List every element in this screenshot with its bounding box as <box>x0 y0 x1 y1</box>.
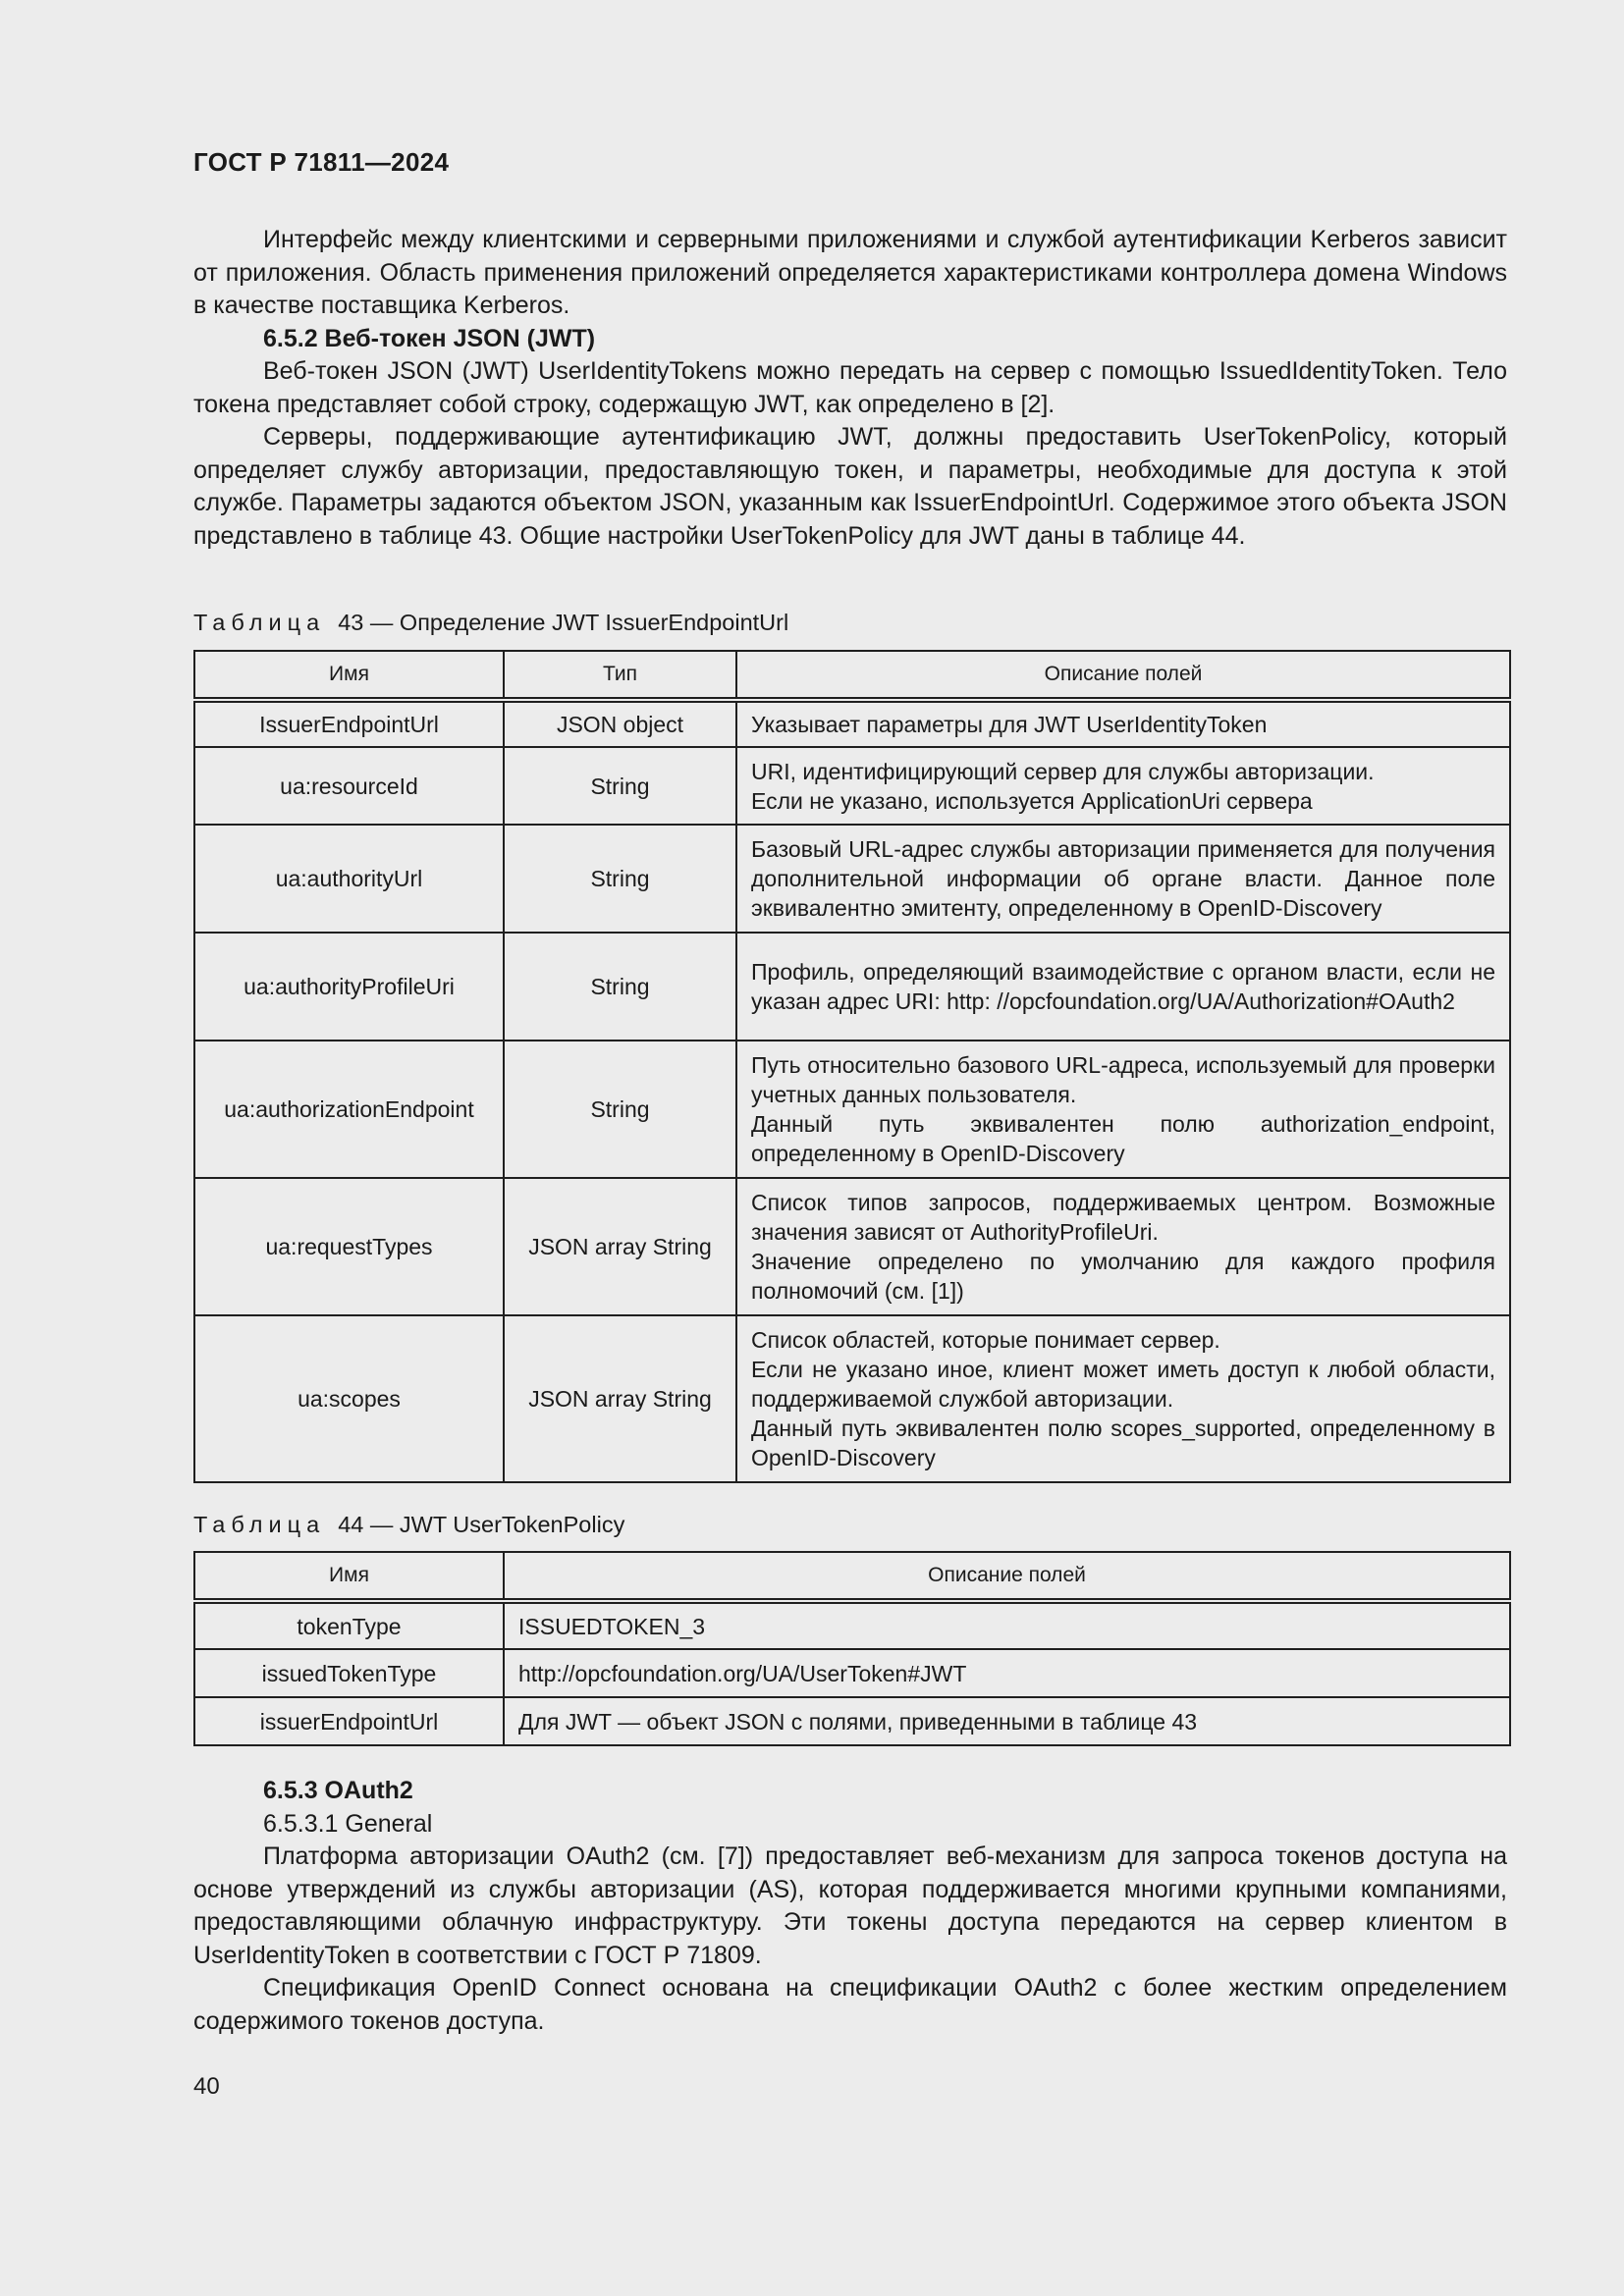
table-row <box>194 1697 1510 1745</box>
desc-line: Список типов запросов, поддерживаемых центром. Возможные значения зависят от AuthorityProfileUri. <box>751 1190 1495 1245</box>
table43-cell-name: IssuerEndpointUrl <box>194 700 504 747</box>
table43-cell-name: ua:scopes <box>194 1315 504 1482</box>
table-row <box>194 825 1510 933</box>
table-row <box>194 747 1510 825</box>
table-row <box>194 1315 1510 1482</box>
desc-line: Если не указано, используется ApplicationUri сервера <box>751 787 1313 814</box>
table44-cell-name: issuedTokenType <box>194 1649 504 1697</box>
table43-cell-desc <box>736 1041 1510 1178</box>
table43-cell-type: String <box>504 1041 736 1178</box>
table43-cell-type: JSON array String <box>504 1178 736 1315</box>
table43-cell-type: String <box>504 933 736 1041</box>
table44-caption-text: 44 — JWT UserTokenPolicy <box>338 1512 625 1537</box>
table43-cell-type: JSON array String <box>504 1315 736 1482</box>
table43-cell-desc <box>736 933 1510 1041</box>
desc-line: Если не указано иное, клиент может иметь доступ к любой области, поддерживаемой службой авторизации. <box>751 1357 1495 1412</box>
standard-header: ГОСТ Р 71811—2024 <box>193 147 450 177</box>
table43-header-row <box>194 651 1510 700</box>
table43-cell-name: ua:authorityUrl <box>194 825 504 933</box>
table-43 <box>193 650 1511 1483</box>
intro-paragraph-servers: Серверы, поддерживающие аутентификацию JWT, должны предоставить UserTokenPolicy, который определяет службу авторизации, предоставляющую токен, и параметры, необходимые для доступа к этой службе. Параметры задаются объектом JSON, указанным как IssuerEndpointUrl. Содержимое этого объекта JSON представлено в таблице 43. Общие настройки UserTokenPolicy для JWT даны в таблице 44. <box>193 423 1507 550</box>
table43-cell-desc <box>736 747 1510 825</box>
table43-cell-name: ua:requestTypes <box>194 1178 504 1315</box>
table43-header-type: Тип <box>504 651 736 700</box>
table-row <box>194 1178 1510 1315</box>
desc-line: Данный путь эквивалентен полю authorization_endpoint, определенному в OpenID-Discovery <box>751 1111 1495 1166</box>
table44-header-row <box>194 1552 1510 1601</box>
intro-paragraph-jwt: Веб-токен JSON (JWT) UserIdentityTokens можно передать на сервер с помощью IssuedIdentityToken. Тело токена представляет собой строку, содержащую JWT, как определено в [2]. <box>193 357 1507 418</box>
desc-line: Путь относительно базового URL-адреса, используемый для проверки учетных данных пользователя. <box>751 1052 1495 1107</box>
desc-line: Профиль, определяющий взаимодействие с органом власти, если не указан адрес URI: http: //opcfoundation.org/UA/Authorization#OAuth2 <box>751 959 1495 1014</box>
table44-cell-desc: http://opcfoundation.org/UA/UserToken#JWT <box>504 1649 1510 1697</box>
table-44 <box>193 1551 1511 1746</box>
desc-line: Базовый URL-адрес службы авторизации применяется для получения дополнительной информации об органе власти. Данное поле эквивалентно эмитенту, определенному в OpenID-Discovery <box>751 836 1495 921</box>
table44-header-desc: Описание полей <box>504 1552 1510 1601</box>
table-row <box>194 933 1510 1041</box>
section-heading-6-5-2: 6.5.2 Веб-токен JSON (JWT) <box>263 324 596 352</box>
table43-header-name: Имя <box>194 651 504 700</box>
table43-cell-name: ua:resourceId <box>194 747 504 825</box>
table43-caption <box>193 608 788 637</box>
table44-cell-desc: ISSUEDTOKEN_3 <box>504 1601 1510 1649</box>
table-row <box>194 1649 1510 1697</box>
table43-caption-word: Таблица <box>193 610 326 635</box>
table43-caption-text: 43 — Определение JWT IssuerEndpointUrl <box>338 610 789 635</box>
section-heading-6-5-3-1: 6.5.3.1 General <box>263 1809 433 1838</box>
oauth-paragraph-platform: Платформа авторизации OAuth2 (см. [7]) предоставляет веб-механизм для запроса токенов доступа на основе утверждений из службы авторизации (AS), которая поддерживается многими крупными компаниями, предоставляющими облачную инфраструктуру. Эти токены доступа передаются на сервер клиентом в UserIdentityToken в соответствии с ГОСТ Р 71809. <box>193 1842 1507 1969</box>
section-heading-6-5-3: 6.5.3 OAuth2 <box>263 1777 413 1804</box>
table43-cell-name: ua:authorityProfileUri <box>194 933 504 1041</box>
table43-cell-type: String <box>504 825 736 933</box>
table-row <box>194 1601 1510 1649</box>
table43-cell-type: String <box>504 747 736 825</box>
intro-section <box>193 224 1507 553</box>
desc-line: Список областей, которые понимает сервер. <box>751 1327 1220 1353</box>
table43-cell-desc <box>736 1178 1510 1315</box>
desc-line: URI, идентифицирующий сервер для службы авторизации. <box>751 758 1375 784</box>
table44-caption-word: Таблица <box>193 1512 326 1537</box>
desc-line: Данный путь эквивалентен полю scopes_supported, определенному в OpenID-Discovery <box>751 1415 1495 1470</box>
table44-caption <box>193 1510 624 1539</box>
table-row <box>194 700 1510 747</box>
intro-paragraph-kerberos: Интерфейс между клиентскими и серверными приложениями и службой аутентификации Kerberos зависит от приложения. Область применения приложений определяется характеристиками контроллера домена Windows в качестве поставщика Kerberos. <box>193 226 1507 319</box>
table-row <box>194 1041 1510 1178</box>
oauth-section <box>193 1775 1507 2038</box>
table43-cell-desc <box>736 700 1510 747</box>
table44-header-name: Имя <box>194 1552 504 1601</box>
oauth-paragraph-openid: Спецификация OpenID Connect основана на спецификации OAuth2 с более жестким определением содержимого токенов доступа. <box>193 1974 1507 2035</box>
table44-cell-desc: Для JWT — объект JSON с полями, приведенными в таблице 43 <box>504 1697 1510 1745</box>
table44-cell-name: tokenType <box>194 1601 504 1649</box>
desc-line: Значение определено по умолчанию для каждого профиля полномочий (см. [1]) <box>751 1249 1495 1304</box>
desc-line: Указывает параметры для JWT UserIdentityToken <box>751 712 1268 737</box>
table43-cell-desc <box>736 1315 1510 1482</box>
table43-cell-desc <box>736 825 1510 933</box>
table43-cell-type: JSON object <box>504 700 736 747</box>
table43-header-desc: Описание полей <box>736 651 1510 700</box>
table44-cell-name: issuerEndpointUrl <box>194 1697 504 1745</box>
page-number: 40 <box>193 2073 220 2100</box>
table43-cell-name: ua:authorizationEndpoint <box>194 1041 504 1178</box>
